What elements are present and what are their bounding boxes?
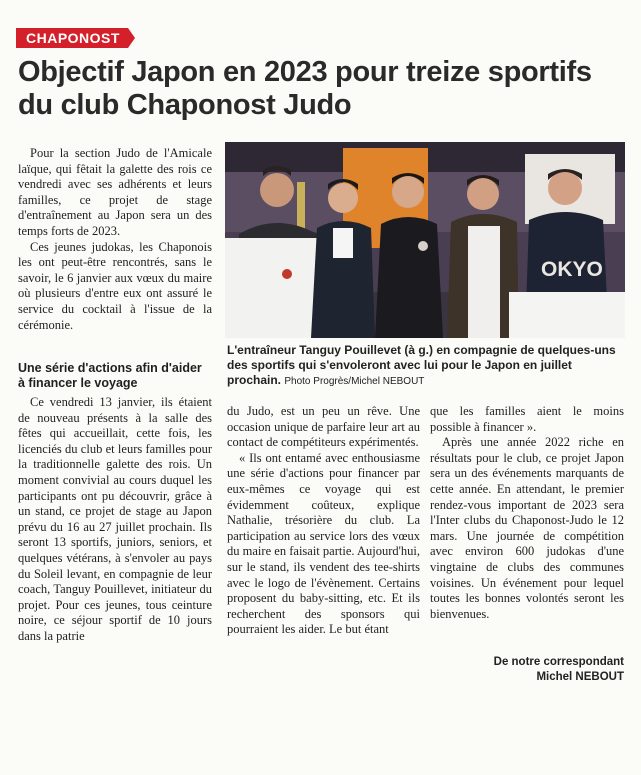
- headline: Objectif Japon en 2023 pour treize sportifs du club Chaponost Judo: [18, 56, 592, 121]
- photo-caption: [227, 343, 625, 389]
- intro-column: [18, 146, 212, 333]
- intro-paragraph-2: Ces jeunes judokas, les Chaponois les ont peut-être rencontrés, sans le savoir, le 6 janvier aux vœux du maire où plusieurs d'entre eux ont assuré le service du cocktail à l'issue de la cérémonie.: [18, 239, 212, 332]
- quote-paragraph: « Ils ont entamé avec enthousiasme une série d'actions pour financer par eux-mêmes ce voyage qui est évidemment coûteux, explique Nathalie, trésorière du club. La participation au service lors des vœux du maire en faisait partie. Aujourd'hui, sur le stand, ils vendent des tee-shirts avec le logo de l'évènement. Certains proposent du baby-sitting, etc. Et ils recherchent des sponsors qui pourraient les aider. Le but étant: [227, 450, 420, 637]
- section-label: CHAPONOST: [16, 28, 128, 48]
- body-paragraph-4: Après une année 2022 riche en résultats pour le club, ce projet Japon sera un des événements marquants de cette année. En attendant, le premier rendez-vous important de 2023 sera l'Inter clubs du Chaponost-Judo le 12 mars. Une journée de compétition avec environ 600 judokas d'une vingtaine de clubs des communes voisines. Un événement pour lequel toutes les bonnes volontés seront les bienvenues.: [430, 435, 624, 621]
- subhead: Une série d'actions afin d'aider à financer le voyage: [18, 361, 202, 390]
- tee-shirt-right: [509, 292, 625, 338]
- byline: [494, 655, 624, 685]
- body-column-2: [227, 404, 420, 638]
- body-paragraph-1: Ce vendredi 13 janvier, ils étaient de nouveau présents à la salle des fêtes qui accueillait, cette fois, les licenciés du club et leurs familles pour la traditionnelle galette des rois. Un moment convivial au cours duquel les participants ont pu découvrir, grâce à un stand, ce projet de stage au Japon prévu du 16 au 27 juillet prochain. Ils seront 13 sportifs, juniors, seniors, et quelques vétérans, à s'envoler au pays du Soleil levant, en compagnie de leur coach, Tanguy Pouillevet, initiateur du projet. Pour ces jeunes, tous ceinture noire, ce séjour sportif de 10 jours dans la patrie: [18, 395, 212, 643]
- article-photo: [225, 142, 625, 338]
- intro-paragraph-1: Pour la section Judo de l'Amicale laïque, qui fêtait la galette des rois ce vendredi avec ses adhérents et leurs familles, ce projet de stage d'entraînement au Japon sera un des temps forts de 2023.: [18, 146, 212, 238]
- tee-shirt-left: [225, 238, 321, 338]
- body-column-1: [18, 395, 212, 645]
- body-paragraph-2: du Judo, est un peu un rêve. Une occasion unique de parfaire leur art au contact de compétiteurs expérimentés.: [227, 404, 420, 450]
- body-column-3: [430, 404, 624, 622]
- photo-illustration: [225, 142, 625, 338]
- shirt-print-text: OKYO: [541, 258, 603, 281]
- body-paragraph-3: que les familles aient le moins possible à financer ».: [430, 404, 624, 434]
- byline-role: De notre correspondant: [493, 656, 624, 668]
- subhead-block: [18, 361, 212, 393]
- byline-author: Michel NEBOUT: [536, 671, 624, 683]
- caption-text: L'entraîneur Tanguy Pouillevet (à g.) en compagnie de quelques-uns des sportifs qui s'envoleront avec lui pour le Japon en juillet prochain.: [227, 343, 616, 387]
- photo-credit: Photo Progrès/Michel NEBOUT: [284, 376, 425, 387]
